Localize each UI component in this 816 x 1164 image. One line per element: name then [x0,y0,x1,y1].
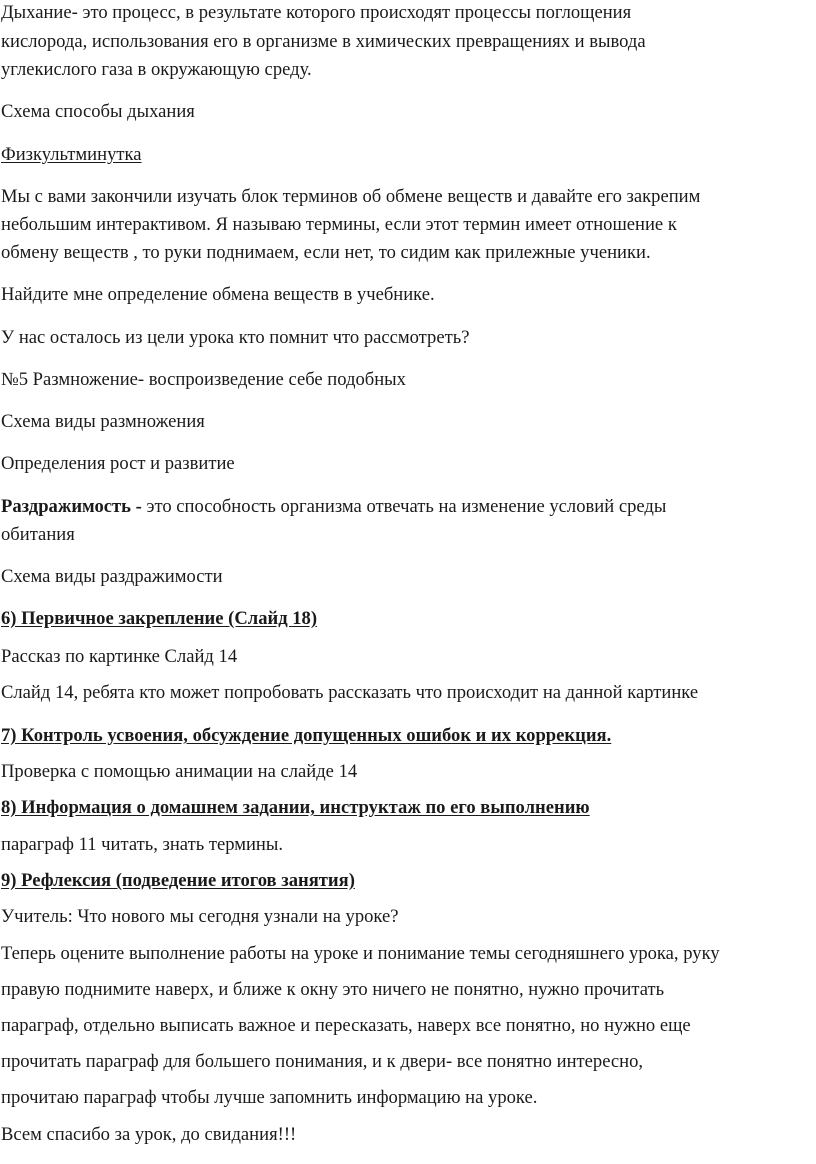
reproduction-definition: №5 Размножение- воспроизведение себе подобных [1,369,406,390]
reproduction-scheme: Схема виды размножения [1,411,205,432]
growth-definitions: Определения рост и развитие [1,453,235,474]
physical-break-heading: Физкультминутка [1,144,142,165]
reflection-line-4: прочитать параграф для большего понимания, и к двери- все понятно интересно, [1,1051,644,1072]
reflection-line-1: Теперь оцените выполнение работы на уроке и понимание темы сегодняшнего урока, руку [1,943,720,964]
section-9-heading: 9) Рефлексия (подведение итогов занятия) [1,870,355,891]
breathing-definition-line-2: кислорода, использования его в организме в химических превращениях и вывода [1,31,646,52]
picture-story: Рассказ по картинке Слайд 14 [1,646,238,667]
teacher-question: Учитель: Что нового мы сегодня узнали на уроке? [1,906,399,927]
terms-activity-line-1: Мы с вами закончили изучать блок терминов об обмене веществ и давайте его закрепим [1,186,701,207]
breathing-definition-line-1: Дыхание- это процесс, в результате которого происходят процессы поглощения [1,2,632,23]
irritability-definition-line-2: обитания [1,524,75,545]
lesson-goal-question: У нас осталось из цели урока кто помнит что рассмотреть? [1,327,470,348]
irritability-term: Раздражимость - [1,496,142,517]
reflection-line-5: прочитаю параграф чтобы лучше запомнить информацию на уроке. [1,1087,538,1108]
breathing-definition-line-3: углекислого газа в окружающую среду. [1,59,312,80]
section-7-heading: 7) Контроль усвоения, обсуждение допущенных ошибок и их коррекция. [1,725,612,746]
irritability-scheme: Схема виды раздражимости [1,566,223,587]
animation-check: Проверка с помощью анимации на слайде 14 [1,761,358,782]
irritability-definition-line-1 [1,496,666,518]
section-8-heading: 8) Информация о домашнем задании, инструктаж по его выполнению [1,797,590,818]
reflection-line-2: правую поднимите наверх, и ближе к окну это ничего не понятно, нужно прочитать [1,979,665,1000]
irritability-text: это способность организма отвечать на изменение условий среды [141,496,667,517]
terms-activity-line-2: небольшим интерактивом. Я называю термины, если этот термин имеет отношение к [1,214,677,235]
find-definition: Найдите мне определение обмена веществ в учебнике. [1,284,435,305]
farewell: Всем спасибо за урок, до свидания!!! [1,1124,297,1145]
section-6-heading: 6) Первичное закрепление (Слайд 18) [1,608,318,629]
slide-14-prompt: Слайд 14, ребята кто может попробовать рассказать что происходит на данной картинке [1,682,699,703]
homework: параграф 11 читать, знать термины. [1,834,284,855]
terms-activity-line-3: обмену веществ , то руки поднимаем, если нет, то сидим как прилежные ученики. [1,242,651,263]
reflection-line-3: параграф, отдельно выписать важное и пересказать, наверх все понятно, но нужно еще [1,1015,691,1036]
breathing-scheme: Схема способы дыхания [1,101,195,122]
